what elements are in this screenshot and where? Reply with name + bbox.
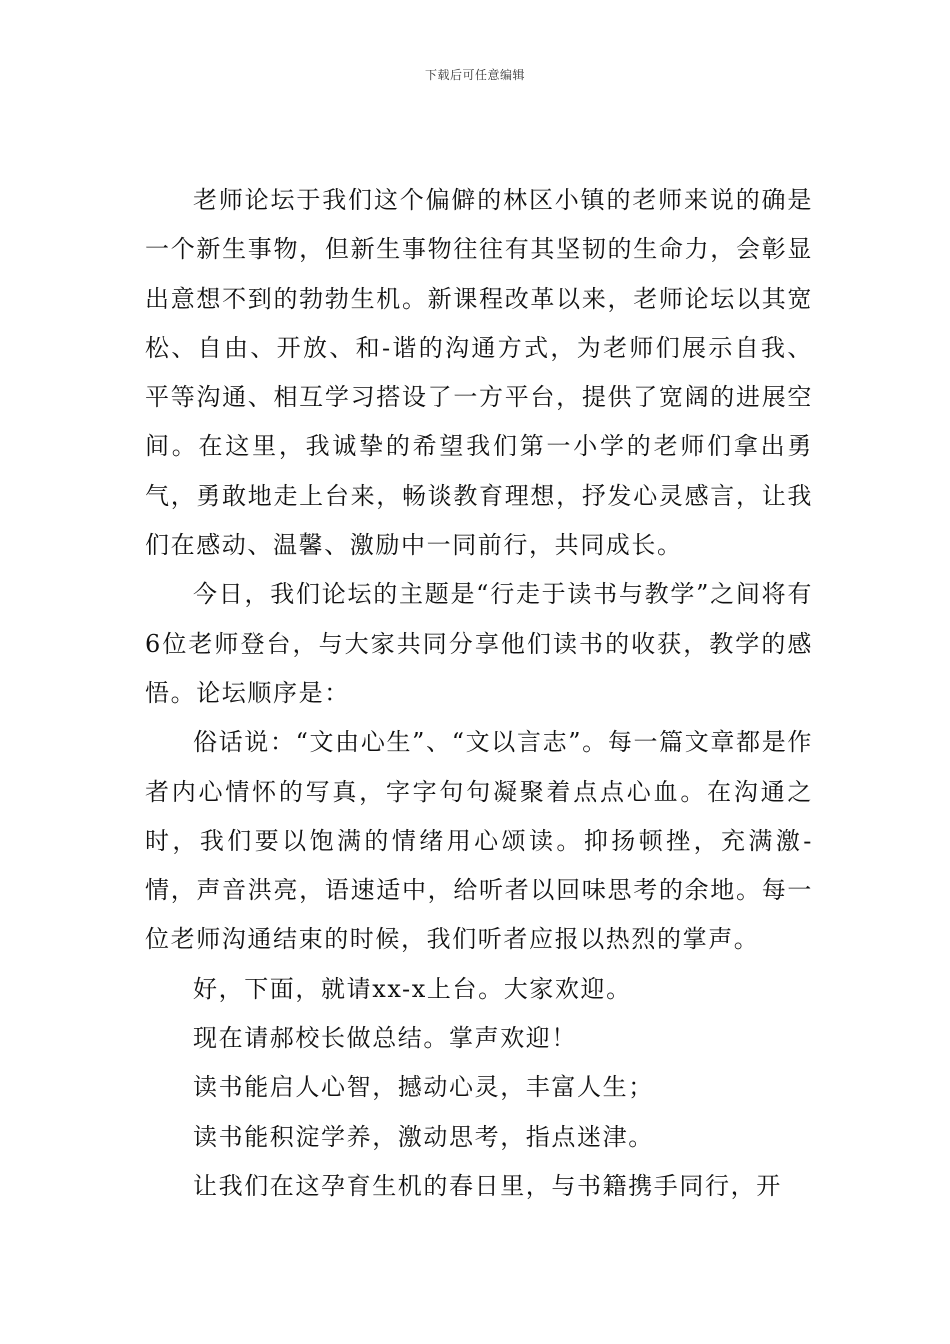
document-body [145, 176, 813, 1211]
paragraph-reading-guidance: 俗话说：“文由心生”、“文以言志”。每一篇文章都是作者内心情怀的写真，字字句句凝聚着点点心血。在沟通之时，我们要以饱满的情绪用心颂读。抑扬顿挫，充满激-情，声音洪亮，语速适中，给听者以回味思考的余地。每一位老师沟通结束的时候，我们听者应报以热烈的掌声。 [145, 728, 813, 954]
header-note: 下载后可任意编辑 [424, 68, 525, 82]
paragraph-closing: 让我们在这孕育生机的春日里，与书籍携手同行，开 [193, 1171, 782, 1200]
paragraph-theme: 今日，我们论坛的主题是“行走于读书与教学”之间将有6位老师登台，与大家共同分享他们读书的收获，教学的感悟。论坛顺序是： [145, 580, 813, 707]
paragraph-reading-benefit-2: 读书能积淀学养，激动思考，指点迷津。 [193, 1122, 654, 1151]
paragraph-invite-speaker: 好，下面，就请xx-x上台。大家欢迎。 [193, 974, 632, 1003]
paragraph-principal-summary: 现在请郝校长做总结。掌声欢迎！ [193, 1024, 577, 1053]
paragraph-reading-benefit-1: 读书能启人心智，撼动心灵，丰富人生； [193, 1073, 654, 1102]
paragraph-intro: 老师论坛于我们这个偏僻的林区小镇的老师来说的确是一个新生事物，但新生事物往往有其坚韧的生命力，会彰显出意想不到的勃勃生机。新课程改革以来，老师论坛以其宽松、自由、开放、和-谐的沟通方式，为老师们展示自我、平等沟通、相互学习搭设了一方平台，提供了宽阔的进展空间。在这里，我诚挚的希望我们第一小学的老师们拿出勇气，勇敢地走上台来，畅谈教育理想，抒发心灵感言，让我们在感动、温馨、激励中一同前行，共同成长。 [145, 186, 813, 560]
